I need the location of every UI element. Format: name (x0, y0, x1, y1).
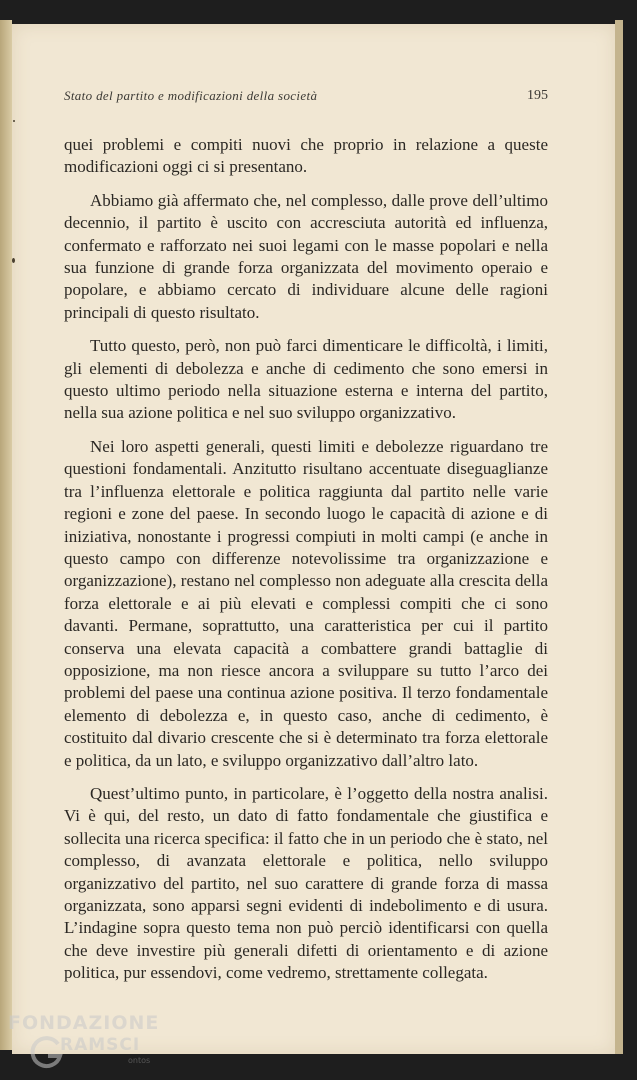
paper-speck (12, 258, 15, 263)
watermark-small-text: ontos (128, 1056, 151, 1065)
watermark-line-2: RAMSCI (60, 1035, 141, 1055)
page-number: 195 (527, 88, 548, 103)
running-title: Stato del partito e modificazioni della società (64, 88, 318, 103)
paragraph: quei problemi e compiti nuovi che proprio in relazione a queste modificazioni oggi ci si presentano. (64, 135, 548, 177)
paragraph: Abbiamo già affermato che, nel complesso, dalle prove dell’ultimo decennio, il partito è uscito con accresciuta autorità ed influenza, confermato e rafforzato nei suoi legami con le masse popolari e nella sua funzione di grande forza organizzata del movimento operaio e popolare, e abbiamo cercato di individuare alcune delle ragioni principali di questo risultato. (64, 190, 548, 322)
paragraph: Nei loro aspetti generali, questi limiti e debolezze riguardano tre questioni fondamentali. Anzitutto risultano accentuate diseguaglianze tra l’influenza elettorale e politica raggiunta dal partito nelle varie regioni e zone del paese. In secondo luogo le capacità di azione e di iniziativa, nonostante i progressi compiuti in molti campi (e anche in questo campo con differenze notevolissime tra organizzazione e organizzazione), restano nel complesso non adeguate alla crescita della forza elettorale e ai più elevati e complessi compiti che ci sono davanti. Permane, soprattutto, una caratteristica per cui il partito conserva una elevata capacità a combattere grandi battaglie di opposizione, ma non riesce ancora a sviluppare su tutto l’arco dei problemi del paese una continua azione positiva. Il terzo fondamentale elemento di debolezza e, in questo caso, anche di cedimento, è costituito dal divario crescente che si è determinato tra forza elettorale e politica, da un lato, e sviluppo organizzativo dall’altro lato. (64, 436, 548, 770)
book-binding-edge (0, 20, 12, 1050)
body-text (64, 134, 548, 996)
fondazione-gramsci-watermark (8, 1010, 168, 1076)
gramsci-g-logo-icon (28, 1034, 64, 1070)
watermark-line-1: FONDAZIONE (8, 1012, 160, 1034)
paragraph: Quest’ultimo punto, in particolare, è l’oggetto della nostra analisi. Vi è qui, del resto, un dato di fatto fondamentale che giustifica e sollecita una ricerca specifica: il fatto che in un periodo che è stato, nel complesso, di avanzata elettorale e politica, nello sviluppo organizzativo del partito, nel suo carattere di grande forza di massa organizzata, sono apparsi segni evidenti di indebolimento e di usura. L’indagine sopra questo tema non può perciò identificarsi con quella che deve investire più generali difetti di orientamento e di azione politica, pur essendovi, come vedremo, strettamente collegata. (64, 783, 548, 983)
paper-speck (13, 120, 15, 122)
page-right-edge (615, 20, 623, 1054)
paragraph: Tutto questo, però, non può farci dimenticare le difficoltà, i limiti, gli elementi di debolezza e anche di cedimento che sono emersi in questo ultimo periodo nella situazione esterna e interna del partito, nella sua azione politica e nel suo sviluppo organizzativo. (64, 336, 548, 423)
running-header (64, 88, 548, 110)
